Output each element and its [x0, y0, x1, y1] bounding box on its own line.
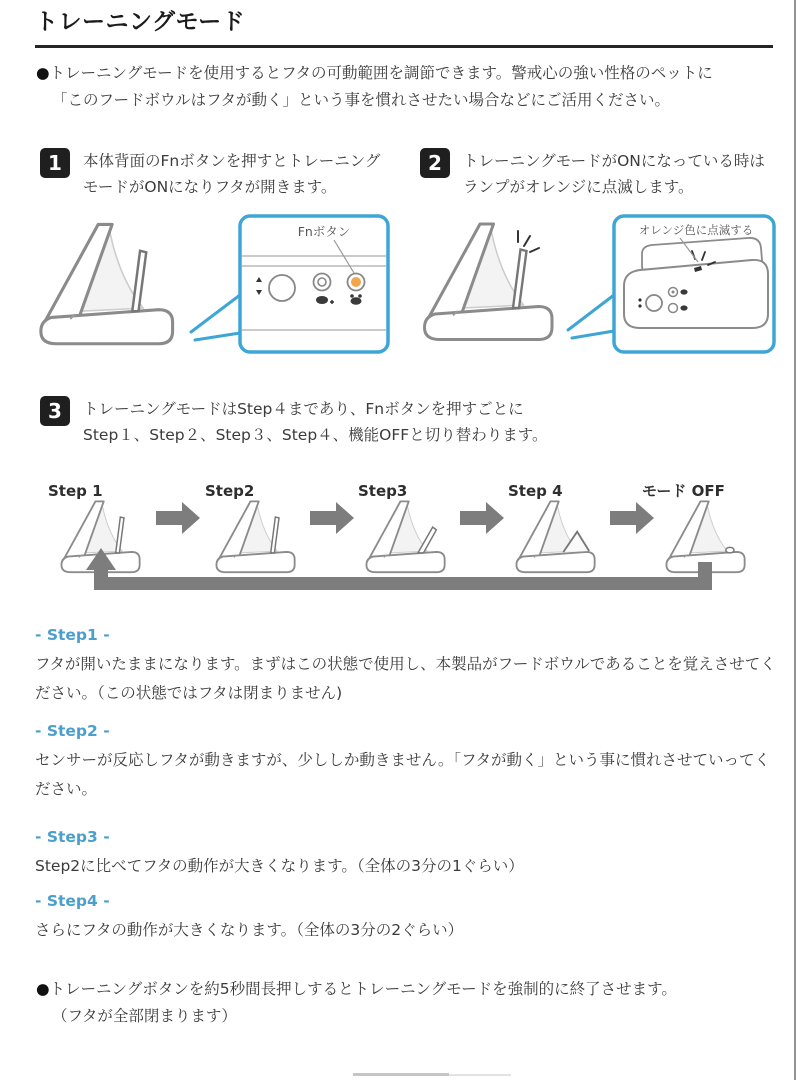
step-3-row [40, 396, 643, 448]
main-button [269, 275, 295, 301]
cycle-label-step2: Step2 [205, 482, 255, 500]
detail-step3-heading: - Step3 - [35, 828, 110, 846]
intro-line-1: ●トレーニングモードを使用するとフタの可動範囲を調節できます。警戒心の強い性格のペットに [36, 64, 713, 82]
orange-blink-callout-box [614, 216, 774, 352]
page-bottom-divider [353, 1073, 449, 1076]
detail-step4-body: さらにフタの動作が大きくなります。（全体の3分の2ぐらい） [35, 921, 464, 939]
detail-step1-heading: - Step1 - [35, 626, 110, 644]
step-1-row [40, 148, 391, 200]
step-3-text: トレーニングモードはStep４まであり、Fnボタンを押すごとに Step１、Step２、Step３、Step４、機能OFFと切り替わります。 [83, 400, 548, 444]
step-1-badge: 1 [40, 148, 70, 178]
orange-blink-label: オレンジ色に点滅する [638, 223, 754, 237]
cycle-label-mode-off: モード OFF [642, 482, 725, 500]
paw-icon [351, 297, 362, 305]
arrow-right-icon [310, 502, 354, 534]
footer-line-2: （フタが全部閉まります） [52, 1007, 237, 1025]
detail-step2-heading: - Step2 - [35, 722, 110, 740]
cycle-label-step4: Step 4 [508, 482, 563, 500]
feed-icon [316, 296, 328, 304]
bowl-mode-off [666, 501, 744, 572]
page-bottom-divider-light [449, 1074, 511, 1076]
food-bowl-illustration [425, 224, 553, 340]
orange-blink-diagram [408, 210, 790, 364]
step-2-badge: 2 [420, 148, 450, 178]
device-back-illustration [624, 238, 768, 328]
fn-button-label: Fnボタン [297, 224, 351, 239]
callout-connector [568, 295, 614, 338]
bullet-icon: ● [36, 64, 50, 82]
detail-step1-body: フタが開いたままになります。まずはこの状態で使用し、本製品がフードボウルであることを覚えさせてください。（この状態ではフタは閉まりません) [35, 655, 776, 702]
arrow-right-icon [156, 502, 200, 534]
detail-step2-body: センサーが反応しフタが動きますが、少ししか動きません。「フタが動く」という事に慣れさせていってください。 [35, 751, 771, 798]
footer-line-1: ●トレーニングボタンを約5秒間長押しするとトレーニングモードを強制的に終了させます。 [36, 980, 677, 998]
bowl-step3 [366, 501, 444, 572]
step-3-badge: 3 [40, 396, 70, 426]
bowl-step2 [216, 501, 294, 572]
bullet-icon: ● [36, 980, 50, 998]
main-button [646, 295, 662, 311]
arrow-right-icon [460, 502, 504, 534]
bowl-step4 [516, 501, 594, 572]
step-2-row [420, 148, 773, 200]
footer-note [36, 976, 788, 1030]
cycle-label-step1: Step 1 [48, 482, 103, 500]
step-2-text: トレーニングモードがONになっている時はランプがオレンジに点滅します。 [463, 152, 765, 196]
detail-step3-body: Step2に比べてフタの動作が大きくなります。（全体の3分の1ぐらい） [35, 857, 524, 875]
title-block [35, 8, 773, 48]
intro-line-2: 「このフードボウルはフタが動く」という事を慣れさせたい場合などにご活用ください。 [52, 91, 670, 109]
food-bowl-illustration [41, 224, 173, 343]
step-1-text: 本体背面のFnボタンを押すとトレーニングモードがONになりフタが開きます。 [83, 152, 381, 196]
cycle-label-step3: Step3 [358, 482, 408, 500]
callout-connector [191, 295, 240, 340]
page-title: トレーニングモード [35, 9, 246, 35]
intro-note [36, 60, 788, 114]
page-right-edge-line [794, 0, 796, 1080]
fn-button-diagram [28, 210, 393, 364]
training-cycle-diagram [30, 476, 770, 602]
arrow-right-icon [610, 502, 654, 534]
detail-step4-heading: - Step4 - [35, 892, 110, 910]
fn-button-callout-box [240, 216, 388, 352]
